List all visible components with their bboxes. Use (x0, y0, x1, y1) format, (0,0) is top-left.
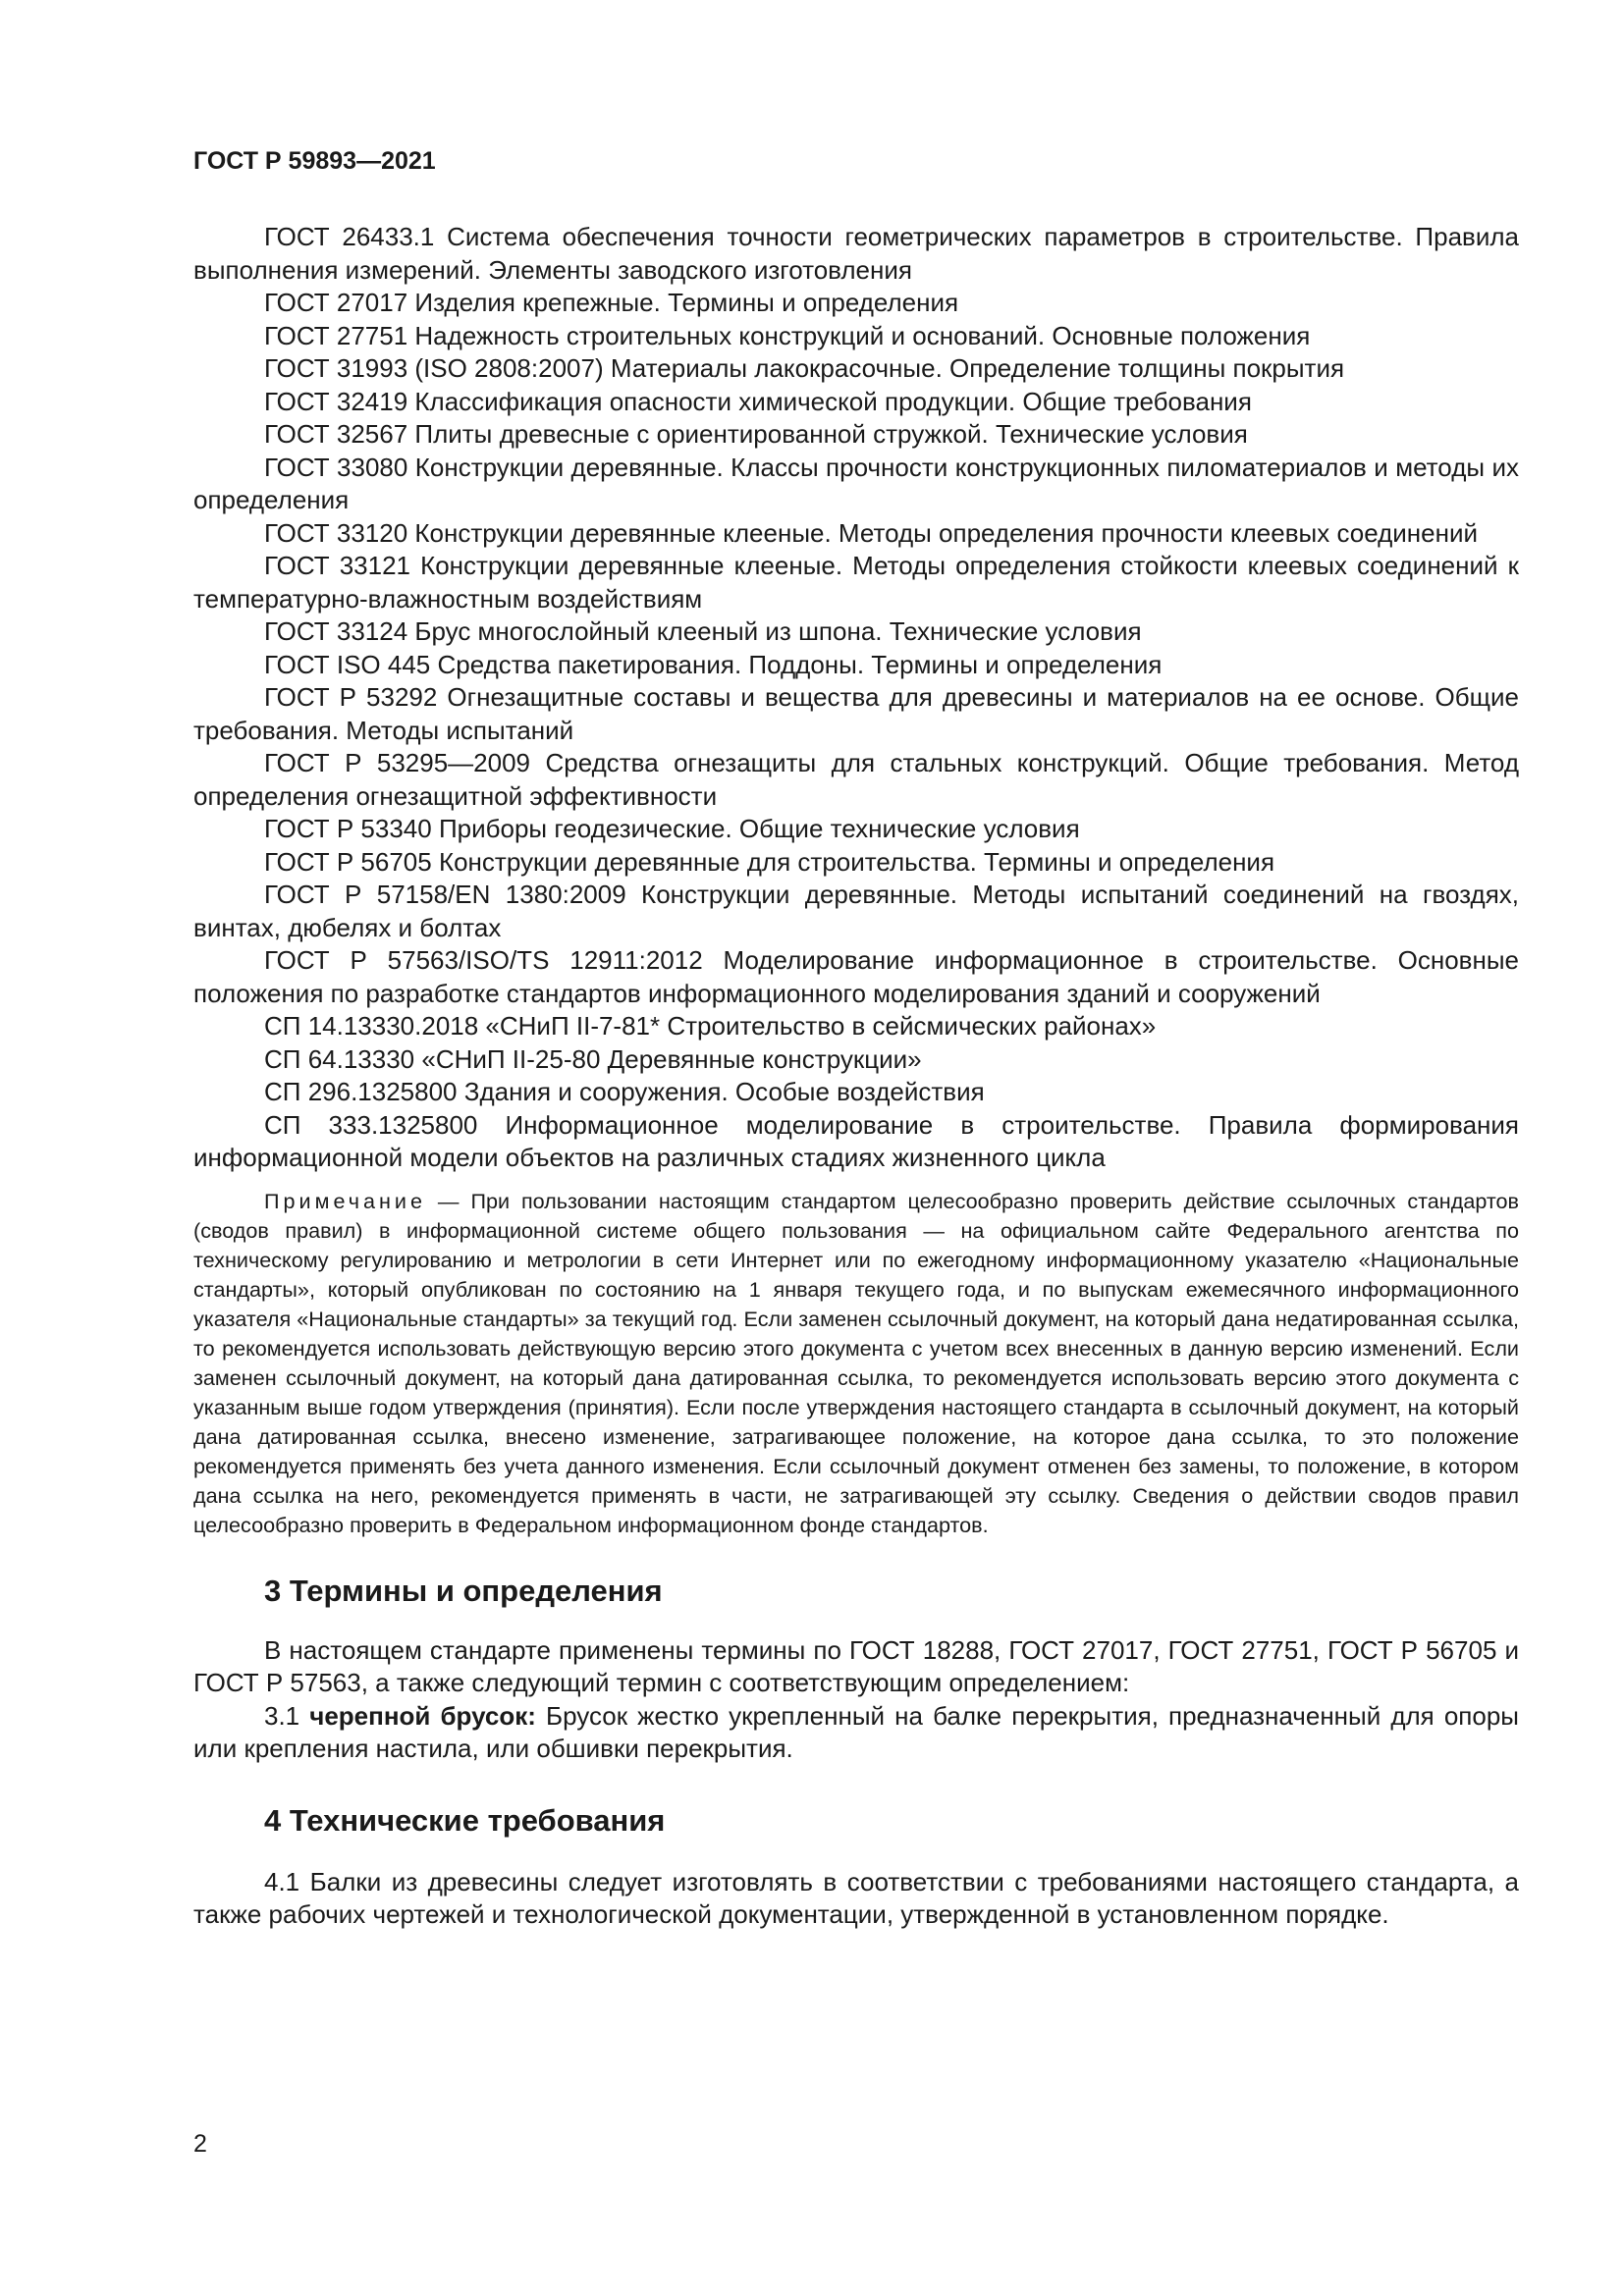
note-text: — При пользовании настоящим стандартом целесообразно проверить действие ссылочных стандартов (сводов правил) в информационной системе общего пользования — на официальном сайте Федерального агентства по техническому регулированию и метрологии в сети Интернет или по ежегодному информационному указателю «Национальные стандарты», который опубликован по состоянию на 1 января текущего года, и по выпускам ежемесячного информационного указателя «Национальные стандарты» за текущий год. Если заменен ссылочный документ, на который дана недатированная ссылка, то рекомендуется использовать действующую версию этого документа с учетом всех внесенных в данную версию изменений. Если заменен ссылочный документ, на который дана датированная ссылка, то рекомендуется использовать версию этого документа с указанным выше годом утверждения (принятия). Если после утверждения настоящего стандарта в ссылочный документ, на который дана датированная ссылка, внесено изменение, затрагивающее положение, на которое дана ссылка, то это положение рекомендуется применять без учета данного изменения. Если ссылочный документ отменен без замены, то положение, в котором дана ссылка на него, рекомендуется применять в части, не затрагивающей эту ссылку. Сведения о действии сводов правил целесообразно проверить в Федеральном информационном фонде стандартов. (193, 1188, 1519, 1537)
reference-item: ГОСТ 26433.1 Система обеспечения точности геометрических параметров в строительстве. Правила выполнения измерений. Элементы заводского изготовления (193, 222, 1519, 285)
reference-item: ГОСТ Р 53292 Огнезащитные составы и вещества для древесины и материалов на ее основе. Общие требования. Методы испытаний (193, 682, 1519, 745)
reference-item: ГОСТ 32419 Классификация опасности химической продукции. Общие требования (264, 386, 1252, 416)
reference-item: СП 296.1325800 Здания и сооружения. Особые воздействия (264, 1077, 985, 1106)
reference-item: ГОСТ ISO 445 Средства пакетирования. Поддоны. Термины и определения (264, 649, 1163, 679)
reference-item: ГОСТ 33121 Конструкции деревянные клееные. Методы определения стойкости клеевых соединений к температурно-влажностным воздействиям (193, 551, 1519, 614)
term-text: Брусок жестко укрепленный на балке перекрытия, предназначенный для опоры или крепления настила, или обшивки перекрытия. (193, 1700, 1519, 1763)
reference-item: ГОСТ 27751 Надежность строительных конструкций и оснований. Основные положения (264, 320, 1311, 350)
term-name: черепной брусок: (309, 1700, 536, 1731)
reference-item: СП 14.13330.2018 «СНиП II-7-81* Строительство в сейсмических районах» (264, 1011, 1157, 1041)
reference-item: ГОСТ 32567 Плиты древесные с ориентированной стружкой. Технические условия (264, 419, 1248, 449)
references-list (193, 221, 1519, 1175)
section-4-heading: 4 Технические требования (264, 1802, 666, 1838)
note-paragraph (193, 1187, 1519, 1540)
reference-item: СП 64.13330 «СНиП II-25-80 Деревянные конструкции» (264, 1043, 922, 1074)
section-3-intro: В настоящем стандарте применены термины по ГОСТ 18288, ГОСТ 27017, ГОСТ 27751, ГОСТ Р 56705 и ГОСТ Р 57563, а также следующий термин с соответствующим определением: (193, 1634, 1519, 1697)
document-header: ГОСТ Р 59893—2021 (193, 147, 436, 175)
term-definition (193, 1700, 1519, 1766)
section-4-paragraph: 4.1 Балки из древесины следует изготовлять в соответствии с требованиями настоящего стандарта, а также рабочих чертежей и технологической документации, утвержденной в установленном порядке. (193, 1866, 1519, 1929)
reference-item: ГОСТ Р 53340 Приборы геодезические. Общие технические условия (264, 814, 1080, 843)
reference-item: ГОСТ Р 56705 Конструкции деревянные для строительства. Термины и определения (264, 846, 1275, 877)
reference-item: ГОСТ 33080 Конструкции деревянные. Классы прочности конструкционных пиломатериалов и методы их определения (193, 452, 1519, 514)
reference-item: СП 333.1325800 Информационное моделирование в строительстве. Правила формирования информационной модели объектов на различных стадиях жизненного цикла (193, 1109, 1519, 1172)
reference-item: ГОСТ 31993 (ISO 2808:2007) Материалы лакокрасочные. Определение толщины покрытия (264, 353, 1345, 383)
reference-item: ГОСТ Р 57158/EN 1380:2009 Конструкции деревянные. Методы испытаний соединений на гвоздях, винтах, дюбелях и болтах (193, 880, 1519, 942)
term-number: 3.1 (264, 1700, 310, 1731)
page-number: 2 (193, 2130, 207, 2158)
reference-item: ГОСТ Р 57563/ISO/TS 12911:2012 Моделирование информационное в строительстве. Основные положения по разработке стандартов информационного моделирования зданий и сооружений (193, 945, 1519, 1008)
reference-item: ГОСТ 33124 Брус многослойный клееный из шпона. Технические условия (264, 616, 1142, 646)
note-label: Примечание (264, 1188, 426, 1213)
section-3-heading: 3 Термины и определения (264, 1573, 663, 1608)
page-body (193, 221, 1519, 1932)
reference-item: ГОСТ Р 53295—2009 Средства огнезащиты для стальных конструкций. Общие требования. Метод определения огнезащитной эффективности (193, 748, 1519, 811)
reference-item: ГОСТ 33120 Конструкции деревянные клееные. Методы определения прочности клеевых соединений (264, 517, 1479, 548)
reference-item: ГОСТ 27017 Изделия крепежные. Термины и определения (264, 288, 959, 317)
